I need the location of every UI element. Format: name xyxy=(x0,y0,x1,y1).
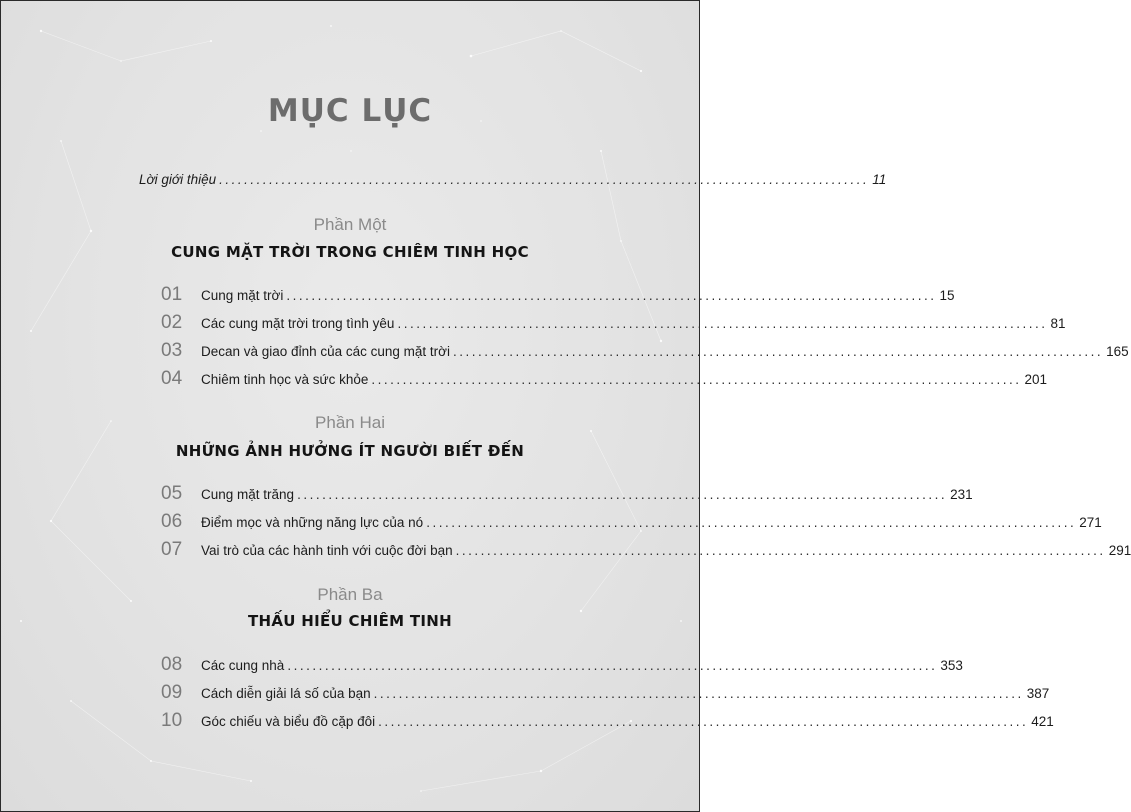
part-label: Phần Một xyxy=(313,215,387,234)
chapter-label: Vai trò của các hành tinh với cuộc đời bạn xyxy=(201,543,453,558)
part-title: THẤU HIỂU CHIÊM TINH xyxy=(247,612,453,630)
toc-intro-entry[interactable] xyxy=(139,172,887,187)
chapter-number: 07 xyxy=(161,539,183,560)
chapter-label: Cung mặt trăng xyxy=(201,487,295,502)
leader-dots: ........................................................................................................ xyxy=(455,543,1106,558)
leader-dots: ........................................................................................................ xyxy=(219,172,870,187)
chapter-label: Các cung mặt trời trong tình yêu xyxy=(201,316,395,331)
chapter-page-number: 271 xyxy=(1079,515,1102,530)
chapter-page-number: 165 xyxy=(1106,344,1129,359)
chapter-entry[interactable] xyxy=(161,312,1066,334)
chapter-entry[interactable] xyxy=(161,284,955,306)
leader-dots: ........................................................................................................ xyxy=(426,515,1077,530)
leader-dots: ........................................................................................................ xyxy=(378,714,1029,729)
chapter-number: 02 xyxy=(161,312,183,333)
chapter-label: Các cung nhà xyxy=(201,658,285,673)
chapter-entry[interactable] xyxy=(161,368,1047,390)
chapter-page-number: 291 xyxy=(1108,543,1131,558)
leader-dots: ........................................................................................................ xyxy=(286,288,937,303)
part-title: NHỮNG ẢNH HƯỞNG ÍT NGƯỜI BIẾT ĐẾN xyxy=(175,442,525,460)
chapter-page-number: 231 xyxy=(950,487,973,502)
chapter-entry[interactable] xyxy=(161,682,1050,704)
chapter-number: 01 xyxy=(161,284,183,305)
chapter-entry[interactable] xyxy=(161,483,973,505)
chapter-entry[interactable] xyxy=(161,511,1102,533)
chapter-number: 05 xyxy=(161,483,183,504)
part-title: CUNG MẶT TRỜI TRONG CHIÊM TINH HỌC xyxy=(171,243,529,261)
leader-dots: ........................................................................................................ xyxy=(371,372,1022,387)
chapter-number: 04 xyxy=(161,368,183,389)
chapter-page-number: 387 xyxy=(1026,686,1050,701)
leader-dots: ........................................................................................................ xyxy=(373,686,1024,701)
chapter-label: Decan và giao đỉnh của các cung mặt trời xyxy=(201,344,450,359)
chapter-label: Điểm mọc và những năng lực của nó xyxy=(201,515,424,530)
chapter-entry[interactable] xyxy=(161,340,1129,362)
chapter-entry[interactable] xyxy=(161,539,1131,561)
intro-page-number: 11 xyxy=(872,172,887,187)
chapter-number: 06 xyxy=(161,511,183,532)
chapter-number: 03 xyxy=(161,340,183,361)
leader-dots: ........................................................................................................ xyxy=(297,487,948,502)
toc-title: MỤC LỤC xyxy=(267,93,433,129)
chapter-page-number: 201 xyxy=(1024,372,1047,387)
intro-label: Lời giới thiệu xyxy=(139,172,217,187)
chapter-number: 09 xyxy=(161,682,183,703)
chapter-page-number: 353 xyxy=(940,658,963,673)
part-label: Phần Ba xyxy=(317,585,383,604)
chapter-page-number: 81 xyxy=(1050,316,1066,331)
chapter-label: Chiêm tinh học và sức khỏe xyxy=(201,372,369,387)
part-label: Phần Hai xyxy=(315,413,385,432)
chapter-number: 10 xyxy=(161,710,183,731)
chapter-page-number: 15 xyxy=(939,288,955,303)
chapter-label: Cung mặt trời xyxy=(201,288,284,303)
chapter-number: 08 xyxy=(161,654,183,675)
chapter-label: Góc chiếu và biểu đồ cặp đôi xyxy=(201,714,376,729)
chapter-entry[interactable] xyxy=(161,654,963,676)
chapter-entry[interactable] xyxy=(161,710,1054,732)
chapter-label: Cách diễn giải lá số của bạn xyxy=(201,686,371,701)
chapter-page-number: 421 xyxy=(1031,714,1054,729)
leader-dots: ........................................................................................................ xyxy=(397,316,1048,331)
leader-dots: ........................................................................................................ xyxy=(453,344,1104,359)
leader-dots: ........................................................................................................ xyxy=(287,658,938,673)
